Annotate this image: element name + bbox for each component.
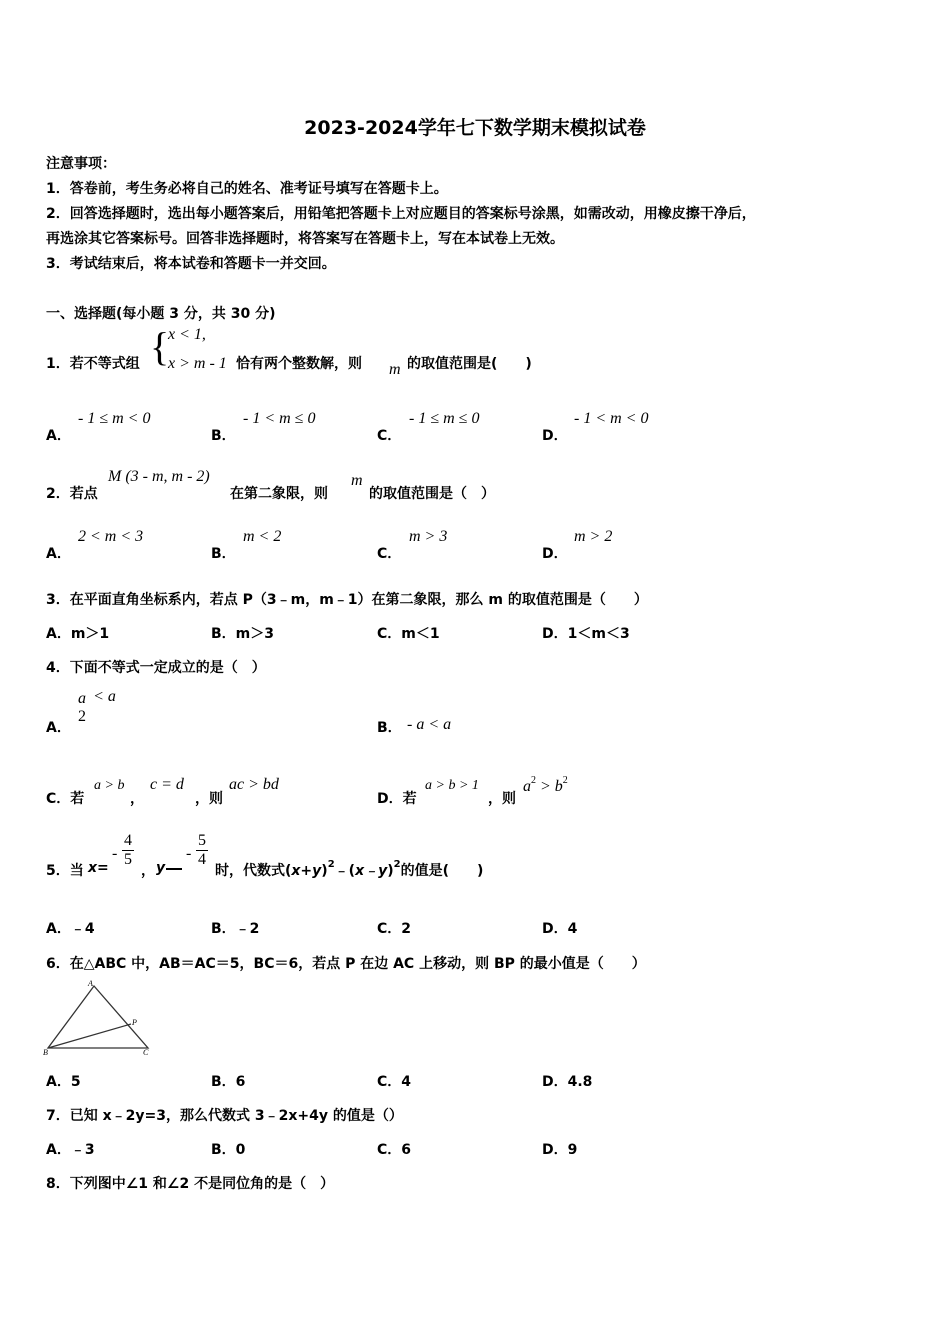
page-title: 2023-2024学年七下数学期末模拟试卷 — [304, 117, 646, 139]
q1-option-b: - 1 < m ≤ 0 — [243, 410, 316, 427]
q5-fraction-2 — [196, 832, 208, 869]
q3-option-b: B．m＞3 — [211, 626, 274, 642]
q1-system-line2: x > m - 1 — [168, 355, 227, 372]
q5-square-1: 2 — [327, 859, 335, 870]
q4-c-cond1: a > b — [94, 778, 125, 793]
q5-close-1: ) — [321, 863, 328, 879]
q1-brace: { — [150, 324, 170, 369]
q1-var: m — [389, 361, 401, 378]
q4-label-c: C．若 — [46, 791, 85, 807]
q5-square-2: 2 — [393, 859, 401, 870]
q4-c-then: ，则 — [195, 791, 223, 807]
q6-segment-bp — [48, 1024, 131, 1048]
q6-triangle-figure — [42, 978, 157, 1058]
q1-option-d: - 1 < m < 0 — [574, 410, 649, 427]
q5-comma: ， — [141, 863, 155, 879]
q5-y: y — [156, 860, 166, 876]
q2-label-a: A． — [46, 546, 71, 562]
q8-stem: 8．下列图中∠1 和∠2 不是同位角的是（ ） — [46, 1176, 335, 1192]
q4-label-d: D．若 — [377, 791, 417, 807]
q5-num-2: 5 — [198, 832, 206, 849]
section-heading: 一、选择题(每小题 3 分，共 30 分) — [46, 306, 276, 322]
q2-option-b: m < 2 — [243, 528, 282, 545]
q5-num-1: 4 — [124, 832, 132, 849]
q2-label-d: D． — [542, 546, 568, 562]
q4-a-denominator: 2 — [78, 708, 86, 725]
q4-c-comma: ， — [130, 791, 144, 807]
q2-option-d: m > 2 — [574, 528, 613, 545]
q6-stem: 6．在△ABC 中，AB＝AC＝5，BC＝6，若点 P 在边 AC 上移动，则 BP 的最小值是（ ） — [46, 956, 646, 972]
q7-option-d: D．9 — [542, 1142, 578, 1158]
q5-option-a: A．﹣4 — [46, 921, 95, 937]
q4-a-rest: < a — [93, 687, 116, 705]
q1-option-a: - 1 ≤ m < 0 — [78, 410, 151, 427]
q5-minus-open: ﹣( — [334, 863, 356, 879]
q5-close-2: ) — [387, 863, 394, 879]
q1-label-c: C． — [377, 428, 402, 444]
q5-expr-1: x+y — [291, 863, 322, 879]
q4-d-cond: a > b > 1 — [425, 778, 479, 793]
q4-option-b: - a < a — [407, 716, 452, 733]
q2-point: M (3 - m, m - 2) — [108, 468, 210, 485]
q5-suffix: 的值是( ) — [400, 863, 484, 879]
q5-den-1: 5 — [124, 851, 132, 868]
q4-d-exp-a: 2 — [531, 775, 536, 786]
q5-option-b: B．﹣2 — [211, 921, 260, 937]
notice-item-2a: 2．回答选择题时，选出每小题答案后，用铅笔把答题卡上对应题目的答案标号涂黑，如需改动，用橡皮擦干净后， — [46, 206, 756, 222]
q5-den-2: 4 — [198, 851, 206, 868]
q5-fraction-1 — [122, 832, 134, 869]
q3-option-a: A．m＞1 — [46, 626, 110, 642]
q6-label-a: A — [88, 979, 93, 988]
q5-option-d: D．4 — [542, 921, 578, 937]
q1-label-b: B． — [211, 428, 236, 444]
q5-option-c: C．2 — [377, 921, 412, 937]
q2-var: m — [351, 472, 363, 489]
q1-suffix: 的取值范围是( ) — [407, 356, 532, 372]
q3-option-c: C．m＜1 — [377, 626, 440, 642]
q4-label-b: B． — [377, 720, 402, 736]
q1-label-a: A． — [46, 428, 71, 444]
q5-expression — [215, 860, 483, 880]
q7-option-a: A．﹣3 — [46, 1142, 95, 1158]
q5-mid: 时，代数式( — [215, 863, 292, 879]
q1-option-c: - 1 ≤ m ≤ 0 — [409, 410, 480, 427]
q2-mid: 在第二象限，则 — [230, 486, 328, 502]
q7-option-b: B．0 — [211, 1142, 246, 1158]
q4-d-base-a: a — [523, 778, 531, 795]
q2-option-a: 2 < m < 3 — [78, 528, 144, 545]
q7-stem: 7．已知 x﹣2y=3，那么代数式 3﹣2x+4y 的值是（） — [46, 1108, 403, 1124]
q5-minus-1: - — [112, 845, 118, 862]
q5-minus-2: - — [186, 845, 192, 862]
q5-expr-2: x﹣y — [355, 863, 388, 879]
q4-stem: 4．下面不等式一定成立的是（ ） — [46, 660, 266, 676]
q6-option-a: A．5 — [46, 1074, 81, 1090]
q4-a-fraction — [76, 690, 88, 726]
q6-label-p: P — [132, 1018, 137, 1027]
q6-label-b: B — [43, 1048, 48, 1057]
q7-option-c: C．6 — [377, 1142, 412, 1158]
q4-c-result: ac > bd — [229, 776, 279, 793]
q2-option-c: m > 3 — [409, 528, 448, 545]
notice-heading: 注意事项： — [46, 156, 116, 172]
q1-system-line1: x < 1, — [168, 326, 206, 343]
q2-label-b: B． — [211, 546, 236, 562]
notice-item-3: 3．考试结束后，将本试卷和答题卡一并交回。 — [46, 256, 336, 272]
q4-a-numerator: a — [78, 690, 86, 707]
q4-d-exp-b: 2 — [562, 775, 568, 786]
q6-option-b: B．6 — [211, 1074, 246, 1090]
q4-d-then: ，则 — [488, 791, 516, 807]
q6-option-d: D．4.8 — [542, 1074, 593, 1090]
q6-triangle — [48, 986, 148, 1048]
q6-label-c: C — [143, 1048, 149, 1057]
q3-option-d: D．1＜m＜3 — [542, 626, 630, 642]
q4-d-gt-b: > b — [536, 778, 563, 795]
q4-option-a — [76, 687, 116, 726]
q3-stem: 3．在平面直角坐标系内，若点 P（3﹣m，m﹣1）在第二象限，那么 m 的取值范围是（ ） — [46, 592, 648, 608]
q5-prefix: 5．当 — [46, 863, 84, 879]
q1-label-d: D． — [542, 428, 568, 444]
q5-x: x= — [88, 860, 109, 876]
notice-item-1: 1．答卷前，考生务必将自己的姓名、准考证号填写在答题卡上。 — [46, 181, 448, 197]
q2-suffix: 的取值范围是（ ） — [369, 486, 495, 502]
q4-label-a: A． — [46, 720, 71, 736]
q6-option-c: C．4 — [377, 1074, 412, 1090]
q1-mid: 恰有两个整数解，则 — [236, 356, 362, 372]
q1-prefix: 1．若不等式组 — [46, 356, 140, 372]
q4-c-cond2: c = d — [150, 776, 184, 793]
q2-prefix: 2．若点 — [46, 486, 98, 502]
notice-item-2b: 再选涂其它答案标号。回答非选择题时，将答案写在答题卡上，写在本试卷上无效。 — [46, 231, 564, 247]
q2-label-c: C． — [377, 546, 402, 562]
q4-d-result — [523, 776, 568, 796]
q5-y-dash — [166, 868, 182, 870]
